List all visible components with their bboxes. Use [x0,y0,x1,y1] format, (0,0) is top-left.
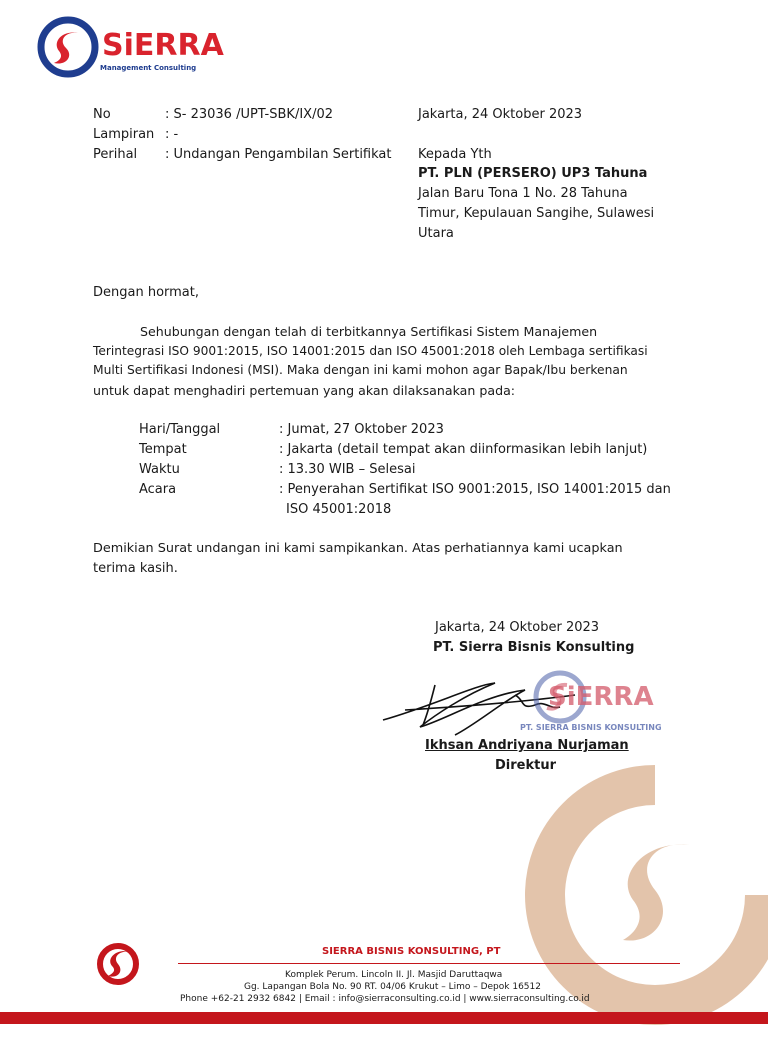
signature-company: PT. Sierra Bisnis Konsulting [433,640,635,655]
detail-value: : Jakarta (detail tempat akan diinformasikan lebih lanjut) [279,442,648,457]
detail-value: : 13.30 WIB – Selesai [279,462,416,477]
footer-bar [0,1012,768,1024]
closing-line-2: terima kasih. [93,561,178,576]
recipient-name: PT. PLN (PERSERO) UP3 Tahuna [418,166,648,181]
detail-value: : Jumat, 27 Oktober 2023 [279,422,444,437]
paragraph-line-2: Terintegrasi ISO 9001:2015, ISO 14001:2015 dan ISO 45001:2018 oleh Lembaga sertifikasi [93,344,648,358]
detail-label: Acara [139,482,177,497]
stamp-subtitle: PT. SIERRA BISNIS KONSULTING [520,723,662,732]
detail-value: : Penyerahan Sertifikat ISO 9001:2015, ISO 14001:2015 dan [279,482,671,497]
signature-place-date: Jakarta, 24 Oktober 2023 [435,620,600,635]
footer-divider [178,963,680,964]
sierra-logo-icon [36,16,106,78]
detail-label: Tempat [139,442,187,457]
greeting: Dengan hormat, [93,285,200,300]
logo-text: SiERRA [102,28,224,63]
footer-logo-icon [96,942,148,986]
lampiran-label: Lampiran [93,127,155,142]
footer-address-1: Komplek Perum. Lincoln II. Jl. Masjid Daruttaqwa [285,970,503,980]
signatory-title: Direktur [495,758,557,773]
detail-value-continued: ISO 45001:2018 [286,502,392,517]
detail-label: Waktu [139,462,180,477]
signatory-name: Ikhsan Andriyana Nurjaman [425,738,629,753]
recipient-address-1: Jalan Baru Tona 1 No. 28 Tahuna [418,186,628,201]
perihal-label: Perihal [93,147,138,162]
letter-date: Jakarta, 24 Oktober 2023 [418,107,583,122]
closing-line-1: Demikian Surat undangan ini kami sampikankan. Atas perhatiannya kami ucapkan [93,541,623,556]
footer-company: SIERRA BISNIS KONSULTING, PT [322,946,501,957]
detail-label: Hari/Tanggal [139,422,221,437]
recipient-address-2: Timur, Kepulauan Sangihe, Sulawesi [418,206,655,221]
no-value: : S- 23036 /UPT-SBK/IX/02 [165,107,333,122]
footer-address-2: Gg. Lapangan Bola No. 90 RT. 04/06 Krukut – Limo – Depok 16512 [244,982,541,992]
paragraph-line-3: Multi Sertifikasi Indonesi (MSI). Maka dengan ini kami mohon agar Bapak/Ibu berkenan [93,363,628,377]
stamp-logo-text: SiERRA [548,682,654,712]
recipient-address-3: Utara [418,226,454,241]
footer-contact: Phone +62-21 2932 6842 | Email : info@sierraconsulting.co.id | www.sierraconsulting.co.id [180,994,590,1004]
paragraph-line-4: untuk dapat menghadiri pertemuan yang akan dilaksanakan pada: [93,383,516,398]
perihal-value: : Undangan Pengambilan Sertifikat [165,147,392,162]
paragraph-line-1: Sehubungan dengan telah di terbitkannya Sertifikasi Sistem Manajemen [140,324,598,339]
recipient-label: Kepada Yth [418,147,492,162]
no-label: No [93,107,111,122]
logo-subtitle: Management Consulting [100,64,197,72]
lampiran-value: : - [165,127,179,142]
